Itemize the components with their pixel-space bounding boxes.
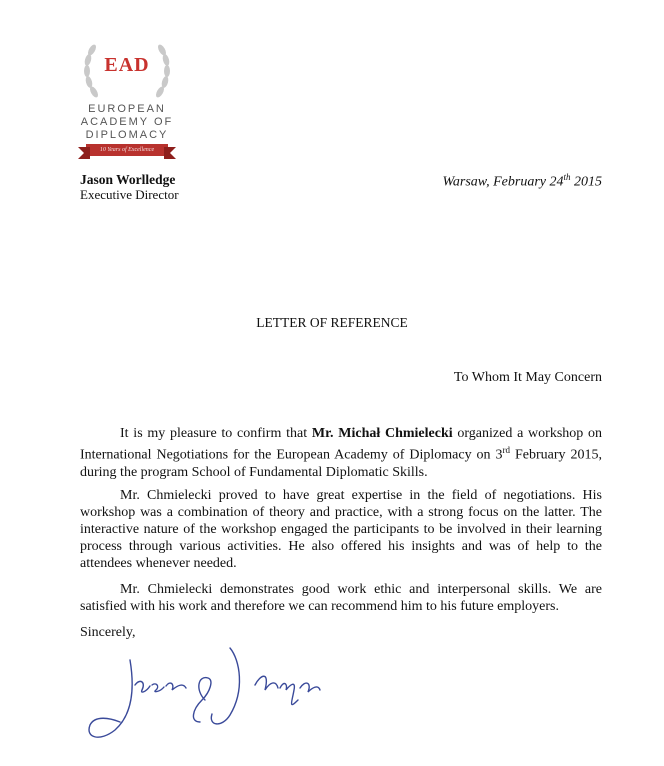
- letter-date: Warsaw, February 24th 2015: [442, 172, 602, 190]
- sender-name: Jason Worlledge: [80, 172, 176, 187]
- logo-name-line2: ACADEMY OF: [80, 116, 174, 128]
- logo-ribbon: 10 Years of Excellence: [86, 144, 168, 156]
- logo-name-line3: DIPLOMACY: [85, 129, 169, 141]
- paragraph-3: Mr. Chmielecki demonstrates good work ethic and interpersonal skills. We are satisfied with his work and therefore we can recommend him to his future employers.: [80, 582, 602, 614]
- closing: Sincerely,: [80, 625, 136, 640]
- ead-logo: [72, 40, 182, 165]
- salutation: To Whom It May Concern: [453, 370, 602, 385]
- logo-name-line1: EUROPEAN: [88, 103, 166, 115]
- handwritten-signature: [80, 630, 340, 750]
- logo-letters: EAD: [104, 54, 150, 76]
- paragraph-2: Mr. Chmielecki proved to have great expertise in the field of negotiations. His workshop was a combination of theory and practice, with a strong focus on the latter. The interactive nature of the workshop engaged the participants to be involved in their learning process through various activities. He also offered his insights and was of help to the attendees whenever needed.: [80, 488, 602, 571]
- sender-title: Executive Director: [80, 187, 179, 202]
- letter-heading: LETTER OF REFERENCE: [256, 315, 408, 330]
- paragraph-1: It is my pleasure to confirm that Mr. Michał Chmielecki organized a workshop on International Negotiations for the European Academy of Diplomacy on 3rd February 2015, during the program School of Fundamental Diplomatic Skills.: [80, 426, 603, 480]
